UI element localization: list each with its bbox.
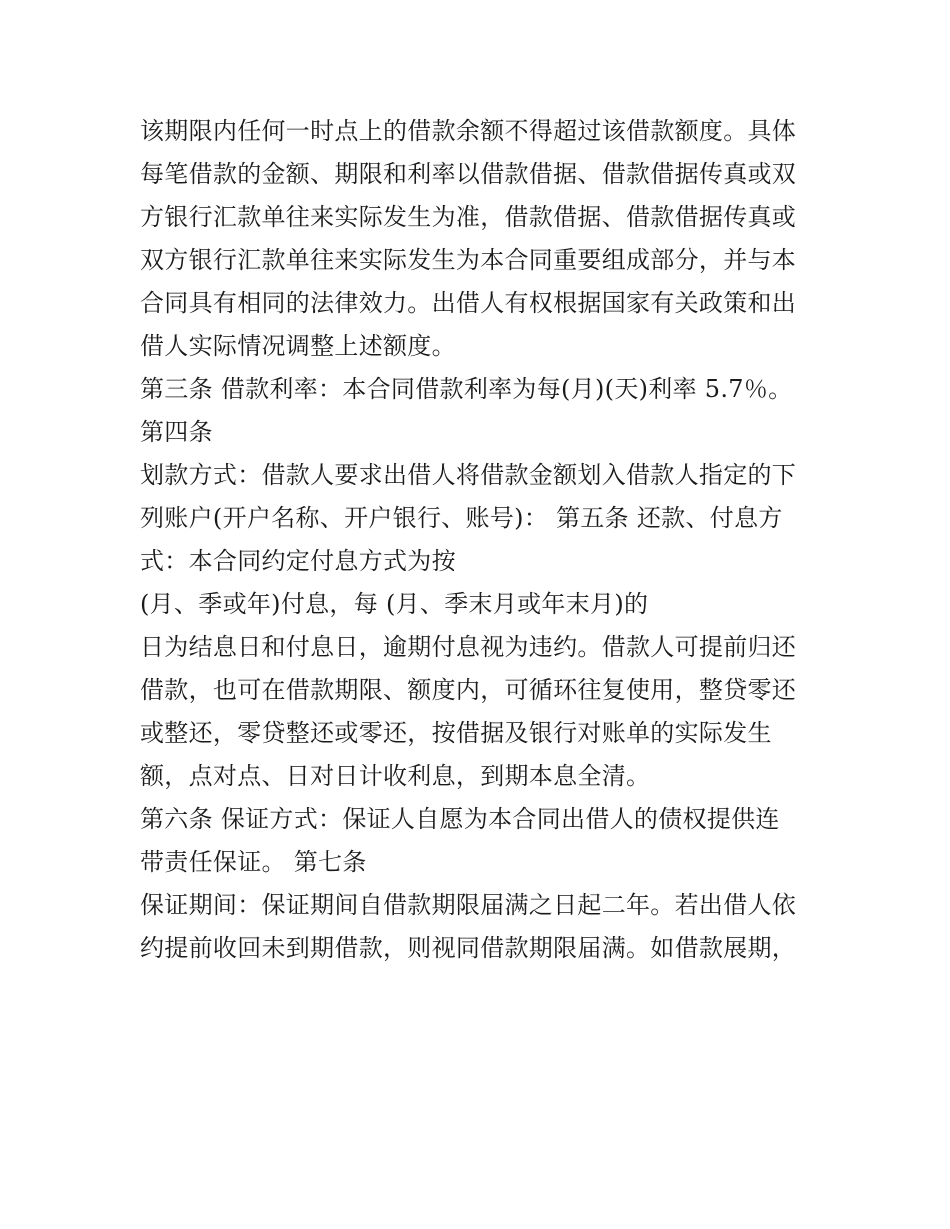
- document-body: [140, 110, 820, 970]
- text-line: 约提前收回未到期借款，则视同借款期限届满。如借款展期，: [140, 934, 797, 962]
- text-line: 额，点对点、日对日计收利息，到期本息全清。: [140, 762, 651, 790]
- text-line: 借款，也可在借款期限、额度内，可循环往复使用，整贷零还: [140, 676, 797, 704]
- text-line: 借人实际情况调整上述额度。: [140, 332, 456, 360]
- text-line: 或整还，零贷整还或零还，按借据及银行对账单的实际发生: [140, 719, 772, 747]
- text-line: 日为结息日和付息日，逾期付息视为违约。借款人可提前归还: [140, 633, 797, 661]
- text-line: 划款方式：借款人要求出借人将借款金额划入借款人指定的下: [140, 461, 797, 489]
- text-line: 该期限内任何一时点上的借款余额不得超过该借款额度。具体: [140, 117, 797, 145]
- text-line: (月、季或年)付息，每 (月、季末月或年末月)的: [140, 590, 649, 618]
- text-line: 带责任保证。 第七条: [140, 848, 367, 876]
- text-line: 合同具有相同的法律效力。出借人有权根据国家有关政策和出: [140, 289, 797, 317]
- text-line: 双方银行汇款单往来实际发生为本合同重要组成部分，并与本: [140, 246, 797, 274]
- text-line: 式：本合同约定付息方式为按: [140, 547, 456, 575]
- text-line: 每笔借款的金额、期限和利率以借款借据、借款借据传真或双: [140, 160, 797, 188]
- article-3-line: 第三条 借款利率：本合同借款利率为每(月)(天)利率 5.7％。: [140, 375, 793, 403]
- text-line: 方银行汇款单往来实际发生为准，借款借据、借款借据传真或: [140, 203, 797, 231]
- text-line: 列账户(开户名称、开户银行、账号)： 第五条 还款、付息方: [140, 504, 783, 532]
- text-line: 保证期间：保证期间自借款期限届满之日起二年。若出借人依: [140, 891, 797, 919]
- article-6-line: 第六条 保证方式：保证人自愿为本合同出借人的债权提供连: [140, 805, 780, 833]
- article-4-heading: 第四条: [140, 418, 213, 446]
